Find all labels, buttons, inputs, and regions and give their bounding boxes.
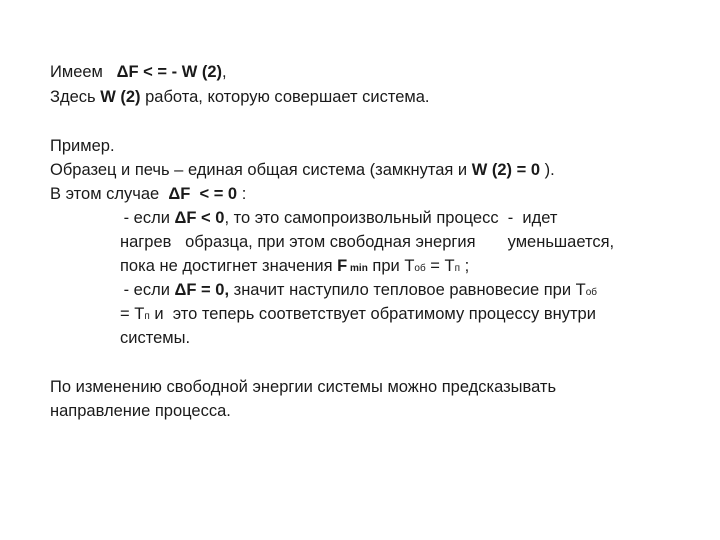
case-text: = Т	[120, 305, 145, 323]
intro-text: работа, которую совершает система.	[140, 88, 430, 106]
case-text: - если	[119, 209, 175, 227]
intro-line-2	[50, 87, 430, 107]
intro-text: Имеем	[50, 63, 117, 81]
ob-subscript: об	[414, 263, 426, 274]
case-text: = Т	[425, 257, 455, 275]
conclusion-line-1: По изменению свободной энергии системы можно предсказывать	[50, 378, 557, 396]
delta-f-condition: ΔF < = 0	[168, 185, 238, 203]
example-text: Образец и печь – единая общая система (замкнутая и	[50, 161, 472, 179]
delta-f-negative: ΔF < 0	[174, 209, 225, 227]
intro-punct: ,	[222, 63, 227, 81]
case1-line-1	[119, 208, 557, 228]
intro-text: Здесь	[50, 88, 101, 106]
case-text: при Т	[367, 257, 415, 275]
case-text: и это теперь соответствует обратимому процессу внутри	[149, 305, 596, 323]
case1-line-2: нагрев образца, при этом свободная энергия уменьшается,	[120, 233, 615, 251]
min-subscript: min	[347, 263, 368, 274]
case2-line-2	[120, 304, 596, 327]
conclusion-line-2: направление процесса.	[50, 402, 231, 420]
p-subscript: п	[454, 263, 461, 274]
case1-line-3	[120, 256, 469, 279]
ob-subscript: об	[585, 287, 598, 298]
example-punct: ).	[540, 161, 555, 179]
case-text: - если	[119, 281, 175, 299]
example-line-2	[50, 184, 246, 204]
work-symbol: W (2)	[100, 88, 141, 106]
case2-line-1	[119, 280, 597, 303]
example-heading: Пример.	[50, 137, 115, 155]
case-text: пока не достигнет значения	[120, 257, 338, 275]
p-subscript: п	[144, 311, 150, 322]
example-text: В этом случае	[50, 185, 169, 203]
intro-line-1	[50, 62, 227, 82]
case-punct: ;	[460, 257, 470, 275]
case-text: значит наступило тепловое равновесие при Т	[229, 281, 586, 299]
delta-f-formula: ΔF < = - W (2)	[116, 63, 223, 81]
example-punct: :	[237, 185, 247, 203]
case-text: , то это самопроизвольный процесс - идет	[224, 209, 558, 227]
delta-f-zero: ΔF = 0,	[174, 281, 230, 299]
case2-line-3: системы.	[120, 329, 191, 347]
example-line-1	[50, 160, 555, 180]
work-zero-formula: W (2) = 0	[471, 161, 541, 179]
f-symbol: F	[337, 257, 348, 275]
